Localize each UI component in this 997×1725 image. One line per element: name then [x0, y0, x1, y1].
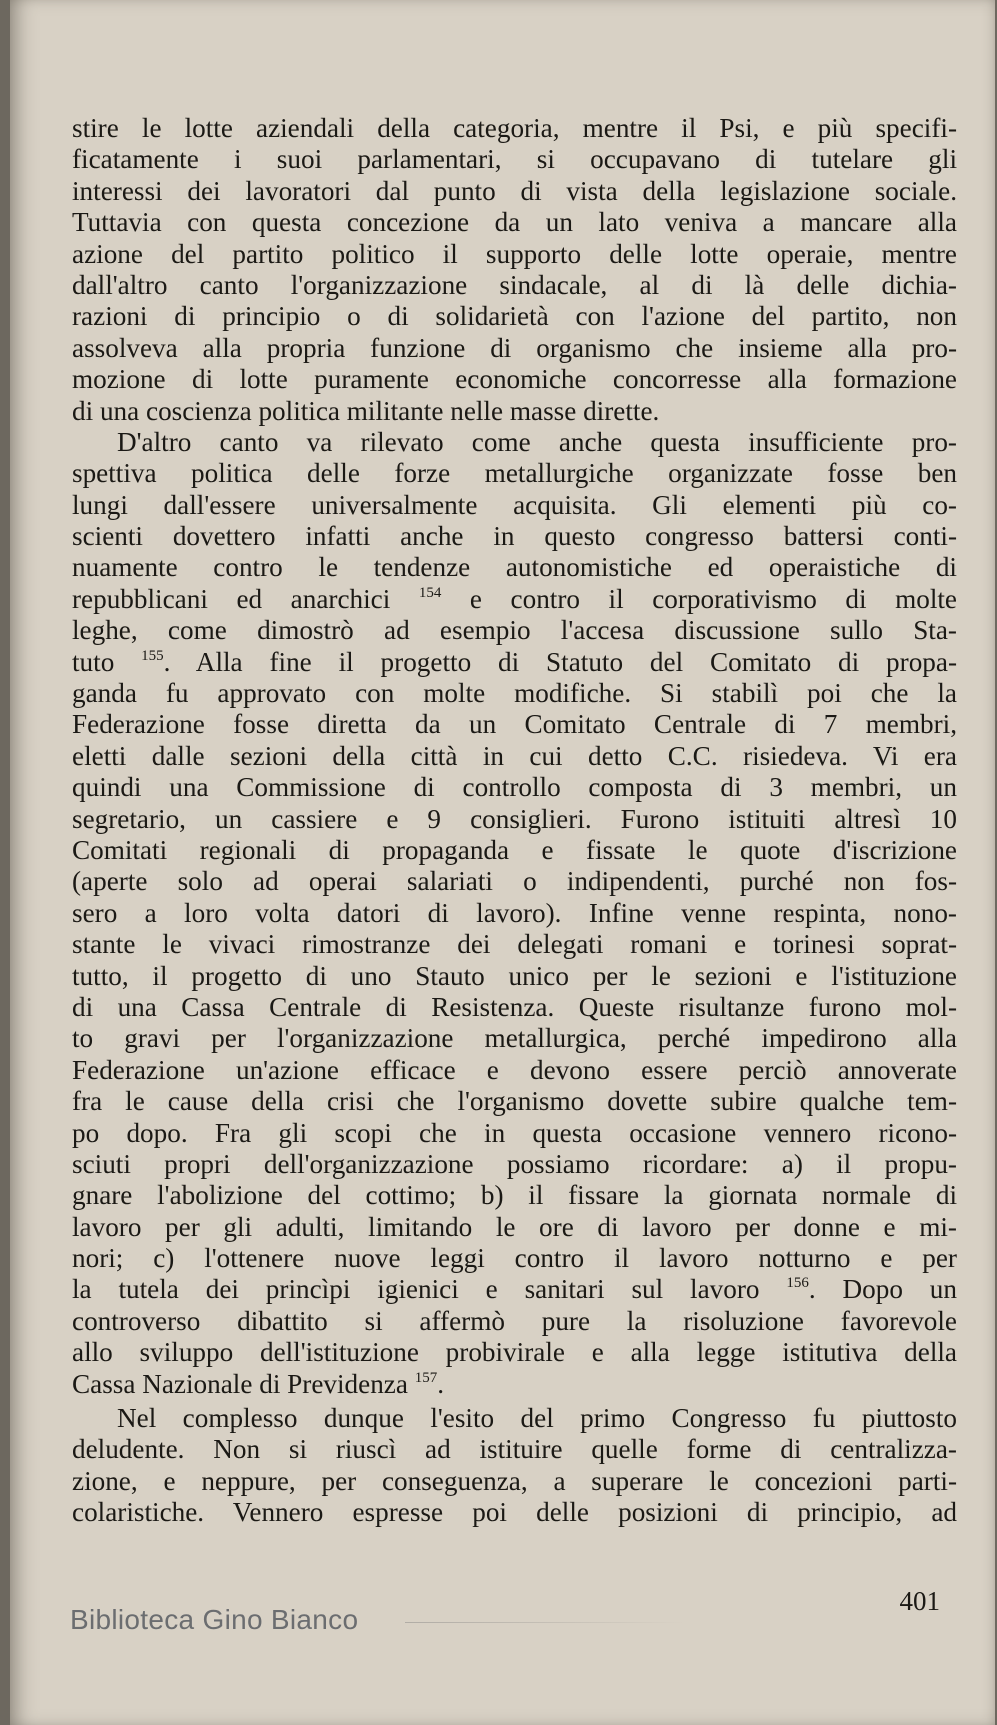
text-segment: . Alla fine il progetto di Statuto del Comitato di propa- — [163, 646, 958, 677]
text-line: Federazione fosse diretta da un Comitato Centrale di 7 membri, — [72, 709, 957, 740]
text-segment: la tutela dei princìpi igienici e sanitari sul lavoro — [72, 1274, 760, 1305]
paragraph-end-line: di una coscienza politica militante nelle masse dirette. — [72, 395, 660, 426]
footnote-ref-155[interactable]: 155 — [141, 647, 164, 664]
text-line: colaristiche. Vennero espresse poi delle posizioni di principio, ad — [72, 1497, 957, 1528]
footnote-ref-154[interactable]: 154 — [418, 584, 442, 601]
text-line-with-footnote — [72, 584, 957, 615]
text-line: (aperte solo ad operai salariati o indipendenti, purché non fos- — [72, 866, 957, 897]
text-segment: . Dopo un — [808, 1274, 957, 1305]
text-line: quindi una Commissione di controllo composta di 3 membri, un — [72, 772, 957, 803]
text-line: di una Cassa Centrale di Resistenza. Queste risultanze furono mol- — [72, 991, 957, 1022]
paragraph-start-line: Nel complesso dunque l'esito del primo Congresso fu piuttosto — [117, 1403, 957, 1434]
text-line: sero a loro volta datori di lavoro). Infine venne respinta, nono- — [72, 897, 957, 928]
text-line: mozione di lotte puramente economiche concorresse alla formazione — [72, 364, 957, 395]
text-line: stire le lotte aziendali della categoria, mentre il Psi, e più specifi- — [72, 113, 957, 143]
text-line: eletti dalle sezioni della città in cui detto C.C. risiedeva. Vi era — [72, 740, 957, 771]
text-line: interessi dei lavoratori dal punto di vista della legislazione sociale. — [72, 175, 957, 206]
text-segment: repubblicani ed anarchici — [72, 583, 391, 614]
text-line: zione, e neppure, per conseguenza, a superare le concezioni parti- — [72, 1465, 957, 1496]
text-line: sciuti propri dell'organizzazione possiamo ricordare: a) il propu- — [72, 1148, 957, 1179]
footnote-ref-157[interactable]: 157 — [414, 1369, 438, 1386]
text-line: lungi dall'essere universalmente acquisita. Gli elementi più co- — [72, 489, 957, 520]
text-line: stante le vivaci rimostranze dei delegati romani e torinesi soprat- — [72, 929, 957, 960]
text-line: razioni di principio o di solidarietà con l'azione del partito, non — [72, 301, 957, 332]
book-page — [10, 0, 995, 1725]
text-line: spettiva politica delle forze metallurgiche organizzate fosse ben — [72, 458, 957, 489]
text-line: Federazione un'azione efficace e devono essere perciò annoverate — [72, 1054, 957, 1085]
text-line: deludente. Non si riuscì ad istituire quelle forme di centralizza- — [72, 1434, 957, 1465]
text-segment: Cassa Nazionale di Previdenza — [72, 1368, 408, 1399]
page-number: 401 — [899, 1586, 940, 1616]
text-line: assolveva alla propria funzione di organismo che insieme alla pro- — [72, 332, 957, 363]
text-line: allo sviluppo dell'istituzione probivirale e alla legge istitutiva della — [72, 1337, 957, 1368]
text-line: segretario, un cassiere e 9 consiglieri. Furono istituiti altresì 10 — [72, 803, 957, 834]
text-segment: . — [437, 1368, 445, 1399]
text-line: Comitati regionali di propaganda e fissate le quote d'iscrizione — [72, 834, 957, 865]
text-line: azione del partito politico il supporto delle lotte operaie, mentre — [72, 238, 957, 269]
text-line: scienti dovettero infatti anche in questo congresso battersi conti- — [72, 521, 957, 552]
text-line: tutto, il progetto di uno Stauto unico per le sezioni e l'istituzione — [72, 960, 957, 991]
watermark-rule — [405, 1622, 685, 1623]
text-line-with-footnote — [72, 1274, 957, 1305]
text-segment: tuto — [72, 646, 115, 677]
paragraph-end-line — [72, 1369, 957, 1400]
text-segment: e contro il corporativismo di molte — [469, 583, 957, 614]
text-line: controverso dibattito si affermò pure la risoluzione favorevole — [72, 1305, 957, 1336]
text-line: gnare l'abolizione del cottimo; b) il fissare la giornata normale di — [72, 1180, 957, 1211]
footnote-ref-156[interactable]: 156 — [786, 1275, 809, 1292]
text-line: Tuttavia con questa concezione da un lato veniva a mancare alla — [72, 207, 957, 238]
text-line: ganda fu approvato con molte modifiche. Si stabilì poi che la — [72, 678, 957, 709]
text-line: po dopo. Fra gli scopi che in questa occasione vennero ricono- — [72, 1117, 957, 1148]
text-line: nori; c) l'ottenere nuove leggi contro il lavoro notturno e per — [72, 1243, 957, 1274]
text-line: to gravi per l'organizzazione metallurgica, perché impedirono alla — [72, 1023, 957, 1054]
text-line: fra le cause della crisi che l'organismo dovette subire qualche tem- — [72, 1086, 957, 1117]
library-watermark: Biblioteca Gino Bianco — [70, 1604, 359, 1635]
text-line: ficatamente i suoi parlamentari, si occupavano di tutelare gli — [72, 144, 957, 175]
paragraph-start-line: D'altro canto va rilevato come anche questa insufficiente pro- — [117, 426, 957, 457]
text-line: dall'altro canto l'organizzazione sindacale, al di là delle dichia- — [72, 269, 957, 300]
body-text — [72, 113, 957, 1529]
text-line: nuamente contro le tendenze autonomistiche ed operaistiche di — [72, 552, 957, 583]
text-line: lavoro per gli adulti, limitando le ore di lavoro per donne e mi- — [72, 1211, 957, 1242]
text-line: leghe, come dimostrò ad esempio l'accesa discussione sullo Sta- — [72, 615, 957, 646]
text-line-with-footnote — [72, 647, 957, 678]
